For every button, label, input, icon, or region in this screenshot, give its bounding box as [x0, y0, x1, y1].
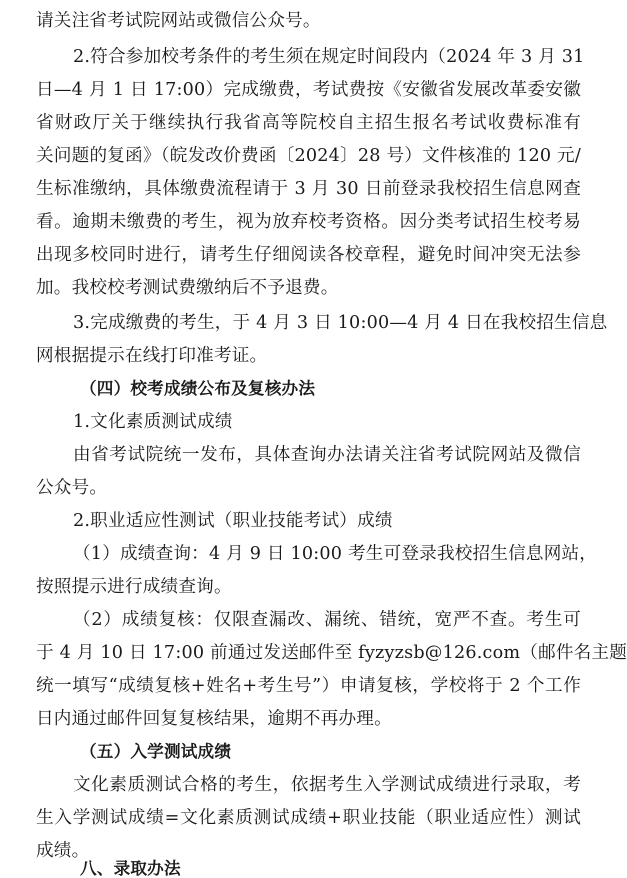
paragraph-line: 3.完成缴费的考生，于 4 月 3 日 10:00—4 月 4 日在我校招生信息 [73, 313, 608, 333]
paragraph-line: 生入学测试成绩=文化素质测试成绩+职业技能（职业适应性）测试 [36, 808, 581, 828]
paragraph-line: 网根据提示在线打印准考证。 [36, 346, 268, 366]
section-heading: （四）校考成绩公布及复核办法 [80, 379, 316, 398]
paragraph-line: （1）成绩查询：4 月 9 日 10:00 考生可登录我校招生信息网站， [73, 544, 598, 564]
paragraph-line: 按照提示进行成绩查询。 [36, 577, 232, 597]
paragraph-line: 公众号。 [36, 478, 108, 498]
paragraph-line: 日内通过邮件回复复核结果，逾期不再办理。 [36, 709, 392, 729]
paragraph-line: 出现多校同时进行，请考生仔细阅读各校章程，避免时间冲突无法参 [36, 245, 581, 265]
chapter-heading [80, 859, 181, 878]
paragraph-line: 于 4 月 10 日 17:00 前通过发送邮件至 fyzyzsb@126.com（邮件名主题 [36, 643, 627, 663]
paragraph-line: 省财政厅关于继续执行我省高等院校自主招生报名考试收费标准有 [36, 113, 581, 133]
section-heading: （五）入学测试成绩 [80, 742, 232, 761]
paragraph-line: 加。我校校考测试费缴纳后不予退费。 [36, 278, 339, 298]
paragraph-line: 关问题的复函》（皖发改价费函〔2024〕28 号）文件核准的 120 元/ [36, 146, 581, 166]
paragraph-line: 成绩。 [36, 841, 90, 861]
paragraph-line: 文化素质测试合格的考生，依据考生入学测试成绩进行录取，考 [73, 775, 581, 795]
paragraph-line: 请关注省考试院网站或微信公众号。 [36, 11, 321, 31]
paragraph-line: 生标准缴纳，具体缴费流程请于 3 月 30 日前登录我校招生信息网查 [36, 179, 581, 199]
paragraph-line: 由省考试院统一发布，具体查询办法请关注省考试院网站及微信 [73, 445, 581, 465]
paragraph-line: 2.符合参加校考条件的考生须在规定时间段内（2024 年 3 月 31 [73, 47, 585, 67]
paragraph-line: （2）成绩复核：仅限查漏改、漏统、错统，宽严不查。考生可 [73, 610, 581, 630]
subsection-heading: 1.文化素质测试成绩 [73, 412, 233, 432]
paragraph-line: 日—4 月 1 日 17:00）完成缴费，考试费按《安徽省发展改革委安徽 [36, 80, 581, 100]
paragraph-line: 统一填写“成绩复核+姓名+考生号”）申请复核，学校将于 2 个工作 [36, 676, 581, 696]
paragraph-line: 看。逾期未缴费的考生，视为放弃校考资格。因分类考试招生校考易 [36, 212, 581, 232]
chapter-heading-text: 八、录取办法 [80, 859, 181, 878]
subsection-heading: 2.职业适应性测试（职业技能考试）成绩 [73, 511, 393, 531]
